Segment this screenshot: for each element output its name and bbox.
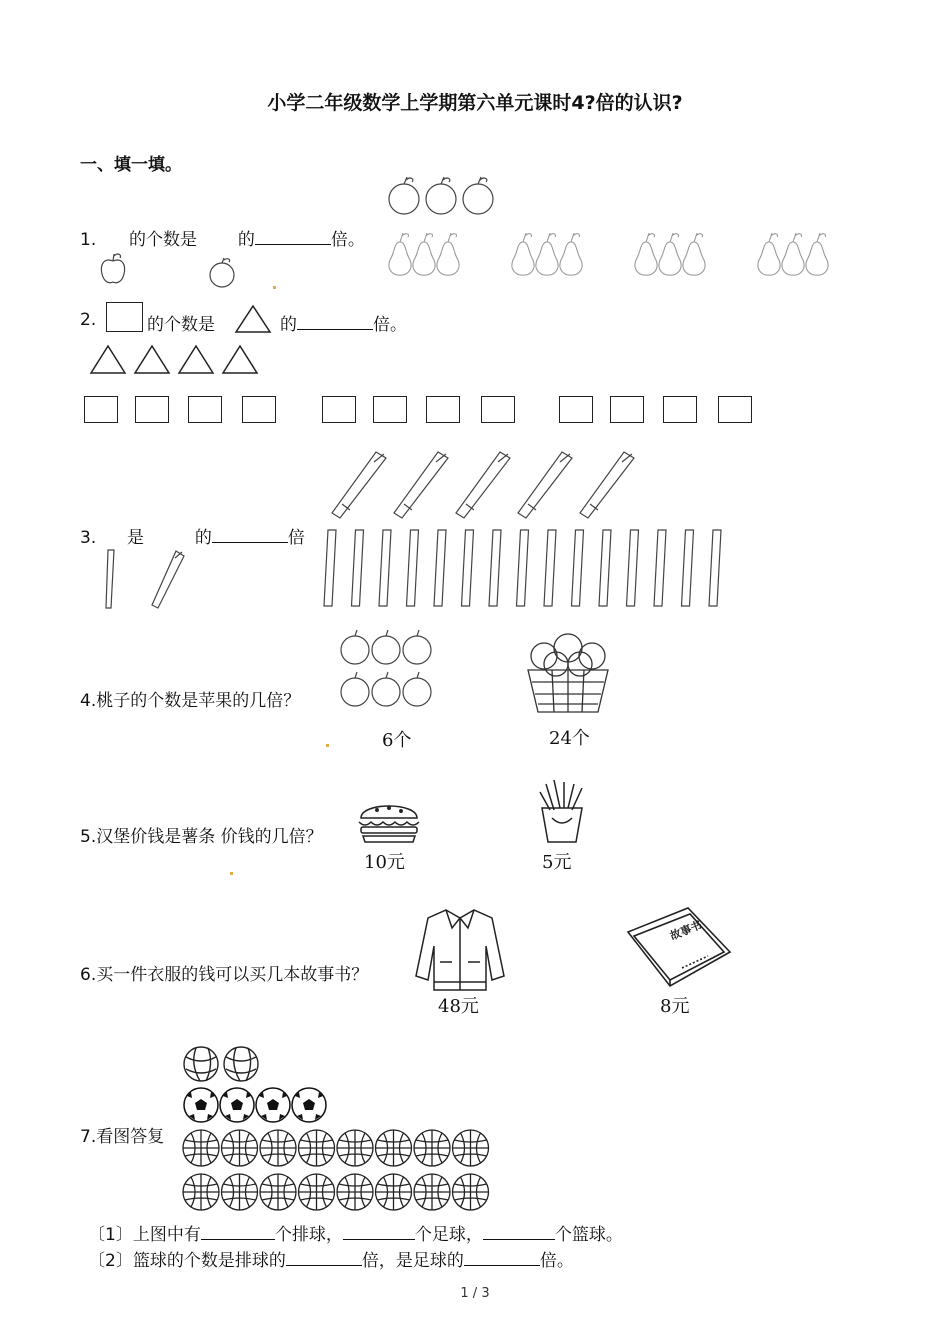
q7-ratio-volleyball-blank[interactable] [286,1249,362,1266]
basketball-icon [183,1174,219,1210]
pear-icon [806,233,828,275]
q6-storybook-icon [626,906,732,988]
pencil-icon [654,530,666,606]
basketball-icon [453,1130,489,1166]
q3-text [80,523,305,548]
q7-ratio-football-blank[interactable] [464,1249,540,1266]
q1-text [80,225,365,250]
basketball-icon [414,1130,450,1166]
pen-icon [332,452,386,518]
q7-line1-b: 个排球， [274,1225,343,1245]
basketball-icon [376,1174,412,1210]
q7-basketball-blank[interactable] [483,1223,555,1240]
q7-line1 [88,1220,623,1245]
q6-jacket-price: 48元 [438,996,479,1017]
q6-book-price: 8元 [660,996,690,1017]
q3-text-a: 是 [127,528,145,548]
pencil-icon [379,530,391,606]
q2-square-icon [106,302,143,332]
q1-number: 1. [80,230,97,250]
q3-pencil-icon [100,548,120,610]
q1-text-a: 的个数是 [129,230,198,250]
speck [326,744,329,747]
pencil-icon [352,530,364,606]
q7-line2-b: 倍，是足球的 [361,1251,464,1271]
q5-question: 5.汉堡价钱是薯条 价钱的几倍？ [80,827,323,847]
q1-text-b: 的 [237,230,255,250]
pear-icon [413,233,435,275]
q1-apple-icon [98,252,128,286]
q6-jacket-icon [412,906,508,992]
q4-apples-group [338,628,438,712]
q7-line1-d: 个篮球。 [554,1225,623,1245]
pencil-icon [462,530,474,606]
basketball-icon [453,1174,489,1210]
basketball-icon [260,1174,296,1210]
q7-football-blank[interactable] [343,1223,415,1240]
basketball-icon [299,1174,335,1210]
q1-pear-icon [206,258,238,288]
q5-hamburger-icon [357,798,421,844]
q5-fries-price: 5元 [542,852,572,873]
q1-text-c: 倍。 [330,230,365,250]
q5-burger-price: 10元 [364,852,405,873]
q2-answer-blank[interactable] [297,313,373,330]
q2-text-b: 的 [280,315,297,335]
pencil-icon [517,530,529,606]
football-icon [220,1088,254,1122]
pen-icon [394,452,448,518]
basketball-icon [414,1174,450,1210]
q7-volleyballs-row [182,1045,262,1083]
pencil-icon [599,530,611,606]
q3-number: 3. [80,528,97,548]
pencil-icon [682,530,694,606]
q2-text-c: 倍。 [373,315,407,335]
q2-triangles-row [88,344,268,376]
basketball-icon [376,1130,412,1166]
pencil-icon [324,530,336,606]
q4-peach-basket-icon [522,630,614,718]
q3-pencils-group [318,528,738,608]
pear-icon [683,233,705,275]
q7-volleyball-blank[interactable] [201,1223,275,1240]
q3-answer-blank[interactable] [212,526,288,543]
q4-peach-count: 24个 [549,728,590,749]
pencil-icon [434,530,446,606]
basketball-icon [299,1130,335,1166]
q2-triangle-icon [234,304,272,334]
pear-icon [560,233,582,275]
pen-icon [580,452,634,518]
speck [230,872,233,875]
q2-number: 2. [80,310,97,330]
section-heading: 一、填一填。 [80,155,182,175]
page-title: 小学二年级数学上学期第六单元课时4?倍的认识? [267,92,683,114]
q3-pens-group [330,448,650,520]
q3-text-b: 的 [194,528,212,548]
q3-text-c: 倍 [287,528,305,548]
pencil-icon [627,530,639,606]
pear-icon [389,233,411,275]
pear-icon [782,233,804,275]
q4-apple-count: 6个 [382,730,412,751]
q2-text-tail [280,310,407,335]
pencil-icon [407,530,419,606]
pear-icon [437,233,459,275]
pear-icon [758,233,780,275]
basketball-icon [222,1130,258,1166]
q1-pears-group [384,228,854,278]
pen-icon [456,452,510,518]
q7-line2-a: 〔2〕篮球的个数是排球的 [88,1251,286,1271]
basketball-icon [337,1174,373,1210]
q4-question: 4.桃子的个数是苹果的几倍？ [80,691,301,711]
q3-pen-icon [148,548,190,612]
pear-icon [635,233,657,275]
pen-icon [518,452,572,518]
pencil-icon [489,530,501,606]
q7-line2 [88,1246,574,1271]
pencil-icon [709,530,721,606]
page-number: 1 / 3 [460,1286,490,1301]
pear-icon [512,233,534,275]
q7-line2-c: 倍。 [539,1251,574,1271]
q7-basketballs-rows [182,1128,494,1214]
q6-question: 6.买一件衣服的钱可以买几本故事书？ [80,965,369,985]
basketball-icon [222,1174,258,1210]
pear-icon [659,233,681,275]
q7-line1-c: 个足球， [414,1225,483,1245]
q5-fries-icon [532,778,592,844]
q7-question: 7.看图答复 [80,1127,165,1147]
basketball-icon [260,1130,296,1166]
football-icon [184,1088,218,1122]
q7-footballs-row [182,1086,327,1124]
basketball-icon [183,1130,219,1166]
basketball-icon [337,1130,373,1166]
q2-text-a: 的个数是 [147,315,215,335]
football-icon [292,1088,326,1122]
q7-line1-a: 〔1〕上图中有 [88,1225,201,1245]
pencil-icon [572,530,584,606]
speck [273,286,276,289]
q1-apples-group [386,176,501,216]
q6-book-cover-text: 故事书 [668,918,704,943]
football-icon [256,1088,290,1122]
q1-answer-blank[interactable] [255,228,331,245]
pencil-icon [544,530,556,606]
pear-icon [536,233,558,275]
